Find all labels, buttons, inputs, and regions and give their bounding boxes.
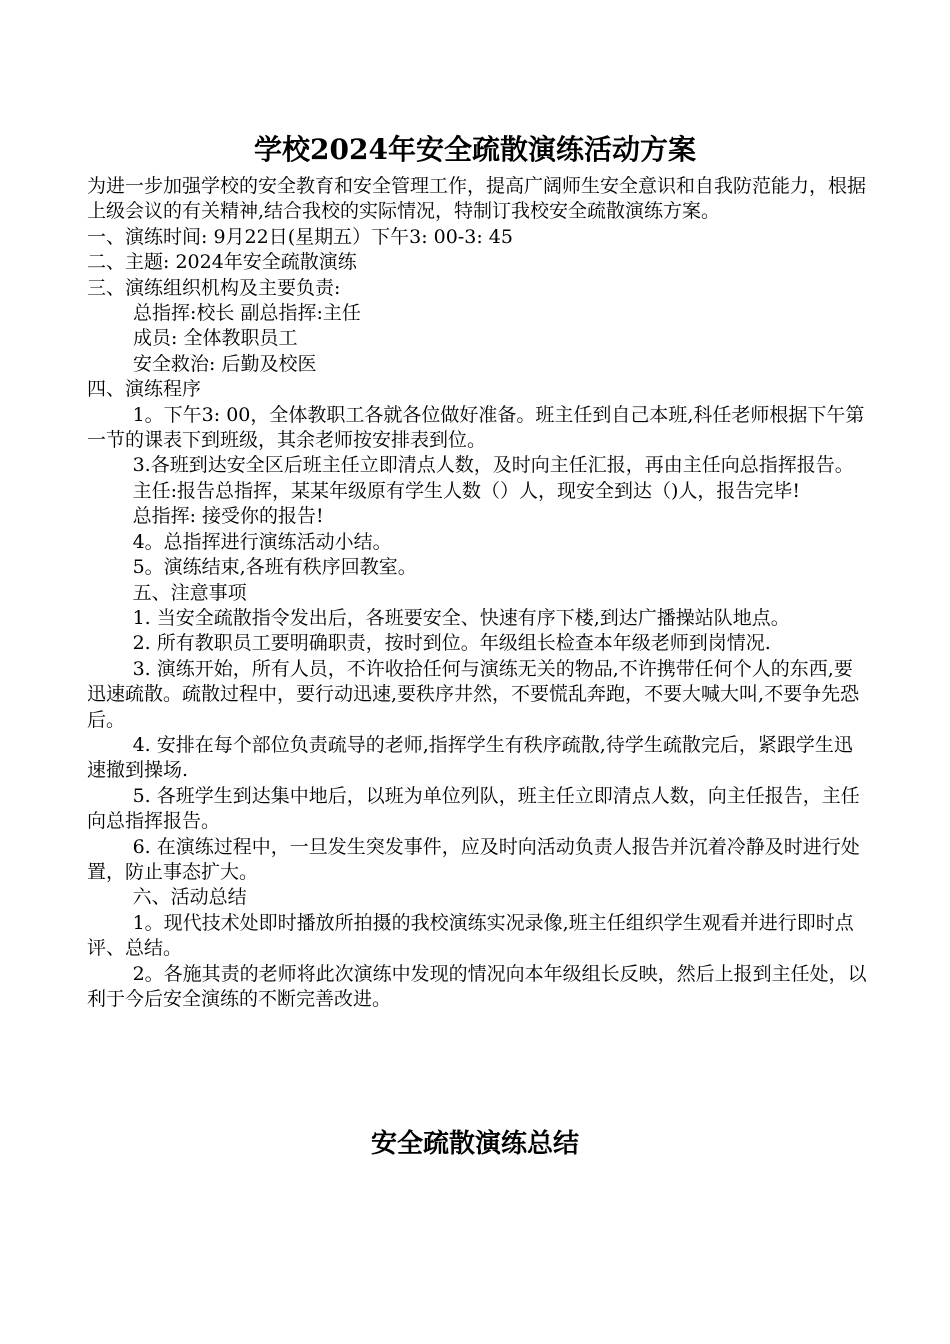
procedure-item-4: 4。总指挥进行演练活动小结。 [132, 530, 392, 553]
procedure-item-1: 1。下午3: 00，全体教职工各就各位做好准备。班主任到自己本班,科任老师根据下午第一节的课表下到班级，其余老师按安排表到位。 [87, 403, 865, 452]
org-members: 成员: 全体教职员工 [133, 327, 298, 350]
procedure-item-3: 3.各班到达安全区后班主任立即清点人数，及时向主任汇报，再由主任向总指挥报告。 [132, 454, 854, 477]
second-document-title: 安全疏散演练总结 [370, 1129, 579, 1159]
notes-item-2: 2. 所有教职员工要明确职责，按时到位。年级组长检查本年级老师到岗情况. [132, 632, 771, 655]
section-procedure: 四、演练程序 [87, 378, 202, 401]
section-summary: 六、活动总结 [132, 886, 247, 909]
section-drill-time: 一、演练时间: 9月22日(星期五）下午3: 00-3: 45 [87, 225, 513, 248]
document-body [87, 174, 867, 1012]
notes-item-3: 3. 演练开始，所有人员，不许收拾任何与演练无关的物品,不许携带任何个人的东西,要迅速疏散。疏散过程中，要行动迅速,要秩序井然，不要慌乱奔跑，不要大喊大叫,不要争先恐后。 [87, 657, 860, 731]
notes-item-4: 4. 安排在每个部位负责疏导的老师,指挥学生有秩序疏散,待学生疏散完后，紧跟学生迅速撤到操场. [87, 733, 853, 782]
section-theme: 二、主题: 2024年安全疏散演练 [87, 251, 357, 274]
procedure-report: 主任:报告总指挥，某某年级原有学生人数（）人，现安全到达（)人，报告完毕! [132, 479, 801, 502]
notes-item-5: 5. 各班学生到达集中地后，以班为单位列队，班主任立即清点人数，向主任报告，主任向总指挥报告。 [87, 784, 860, 833]
org-commander: 总指挥:校长 副总指挥:主任 [133, 302, 361, 325]
summary-item-1: 1。现代技术处即时播放所拍摄的我校演练实况录像,班主任组织学生观看并进行即时点评、总结。 [87, 911, 854, 960]
procedure-reply: 总指挥: 接受你的报告! [132, 505, 324, 528]
section-notes: 五、注意事项 [132, 581, 247, 604]
notes-item-1: 1. 当安全疏散指令发出后，各班要安全、快速有序下楼,到达广播操站队地点。 [132, 606, 790, 629]
notes-item-6: 6. 在演练过程中，一旦发生突发事件，应及时向活动负责人报告并沉着冷静及时进行处置，防止事态扩大。 [87, 835, 860, 883]
section-organization: 三、演练组织机构及主要负责: [87, 276, 341, 299]
summary-item-2: 2。各施其责的老师将此次演练中发现的情况向本年级组长反映，然后上报到主任处，以利于今后安全演练的不断完善改进。 [87, 962, 867, 1010]
document-title: 学校2024年安全疏散演练活动方案 [254, 133, 696, 166]
org-rescue: 安全救治: 后勤及校医 [133, 352, 317, 375]
intro-paragraph: 为进一步加强学校的安全教育和安全管理工作，提高广阔师生安全意识和自我防范能力，根据上级会议的有关精神,结合我校的实际情况，特制订我校安全疏散演练方案。 [87, 175, 867, 223]
procedure-item-5: 5。演练结束,各班有秩序回教室。 [132, 556, 417, 579]
